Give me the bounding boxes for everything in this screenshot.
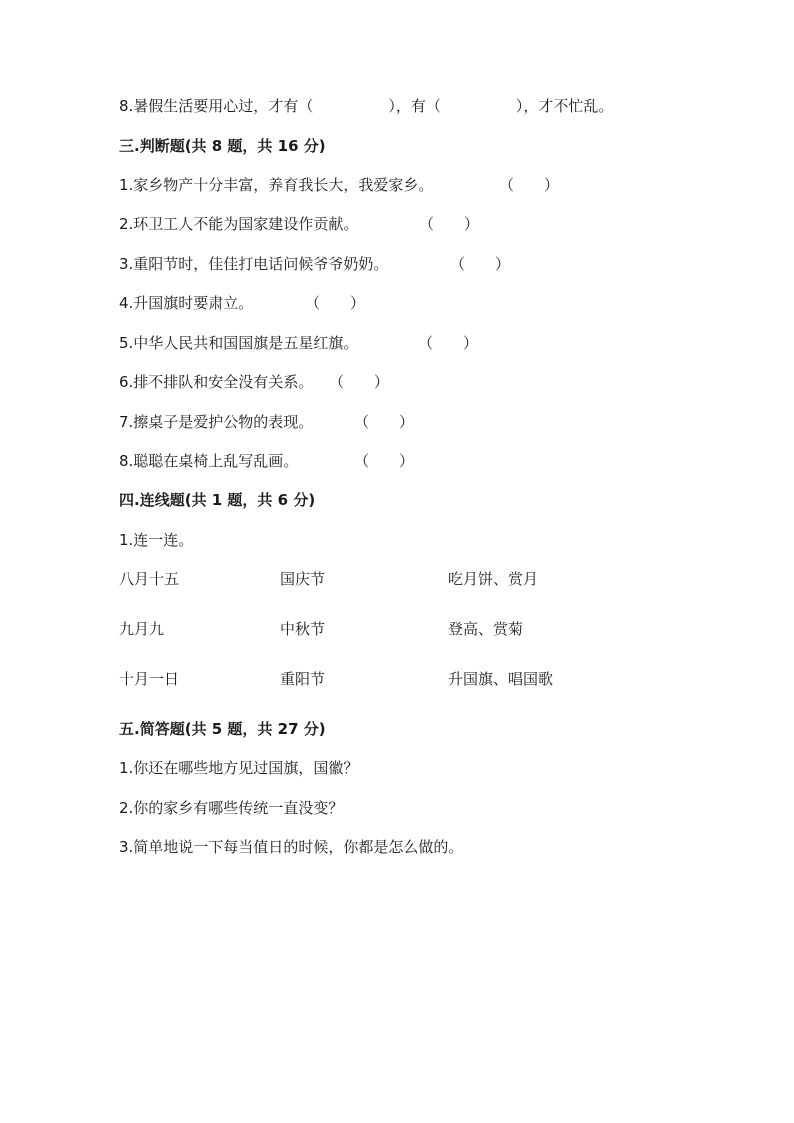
match-date-1: 八月十五	[119, 570, 180, 588]
match-festival-3: 重阳节	[280, 670, 326, 688]
answer-blank: （ ）	[354, 413, 415, 431]
judge-item-text: 8.聪聪在桌椅上乱写乱画。	[119, 452, 299, 470]
judge-item-4	[119, 293, 366, 313]
judge-item-8	[119, 451, 415, 471]
answer-blank: （ ）	[419, 215, 480, 233]
judge-item-text: 7.擦桌子是爱护公物的表现。	[119, 413, 314, 431]
judge-item-3	[119, 254, 511, 274]
match-custom-1: 吃月饼、赏月	[448, 570, 539, 588]
section-4-heading: 四.连线题(共 1 题，共 6 分)	[119, 491, 316, 509]
section-3-heading: 三.判断题(共 8 题，共 16 分)	[119, 137, 326, 155]
judge-item-6	[119, 372, 390, 392]
judge-item-text: 3.重阳节时，佳佳打电话问候爷爷奶奶。	[119, 255, 389, 273]
judge-item-2	[119, 214, 480, 234]
judge-item-text: 4.升国旗时要肃立。	[119, 294, 254, 312]
judge-item-5	[119, 333, 479, 353]
match-custom-2: 登高、赏菊	[448, 620, 524, 638]
match-custom-3: 升国旗、唱国歌	[448, 670, 554, 688]
short-answer-2: 2.你的家乡有哪些传统一直没变？	[119, 799, 344, 817]
judge-item-text: 1.家乡物产十分丰富，养育我长大，我爱家乡。	[119, 176, 434, 194]
judge-item-text: 6.排不排队和安全没有关系。	[119, 373, 314, 391]
answer-blank: （ ）	[450, 255, 511, 273]
answer-blank: （ ）	[499, 176, 560, 194]
short-answer-3: 3.简单地说一下每当值日的时候，你都是怎么做的。	[119, 838, 464, 856]
short-answer-1: 1.你还在哪些地方见过国旗，国徽？	[119, 759, 359, 777]
judge-item-7	[119, 412, 415, 432]
match-date-2: 九月九	[119, 620, 165, 638]
judge-item-1	[119, 175, 560, 195]
matching-question: 1.连一连。	[119, 531, 194, 549]
judge-item-text: 5.中华人民共和国国旗是五星红旗。	[119, 334, 359, 352]
match-festival-1: 国庆节	[280, 570, 326, 588]
answer-blank: （ ）	[329, 373, 390, 391]
section-5-heading: 五.简答题(共 5 题，共 27 分)	[119, 720, 326, 738]
match-festival-2: 中秋节	[280, 620, 326, 638]
answer-blank: （ ）	[305, 294, 366, 312]
answer-blank: （ ）	[354, 452, 415, 470]
judge-item-text: 2.环卫工人不能为国家建设作贡献。	[119, 215, 359, 233]
match-date-3: 十月一日	[119, 670, 180, 688]
answer-blank: （ ）	[418, 334, 479, 352]
fill-question-8: 8.暑假生活要用心过，才有（ ），有（ ），才不忙乱。	[119, 97, 614, 115]
